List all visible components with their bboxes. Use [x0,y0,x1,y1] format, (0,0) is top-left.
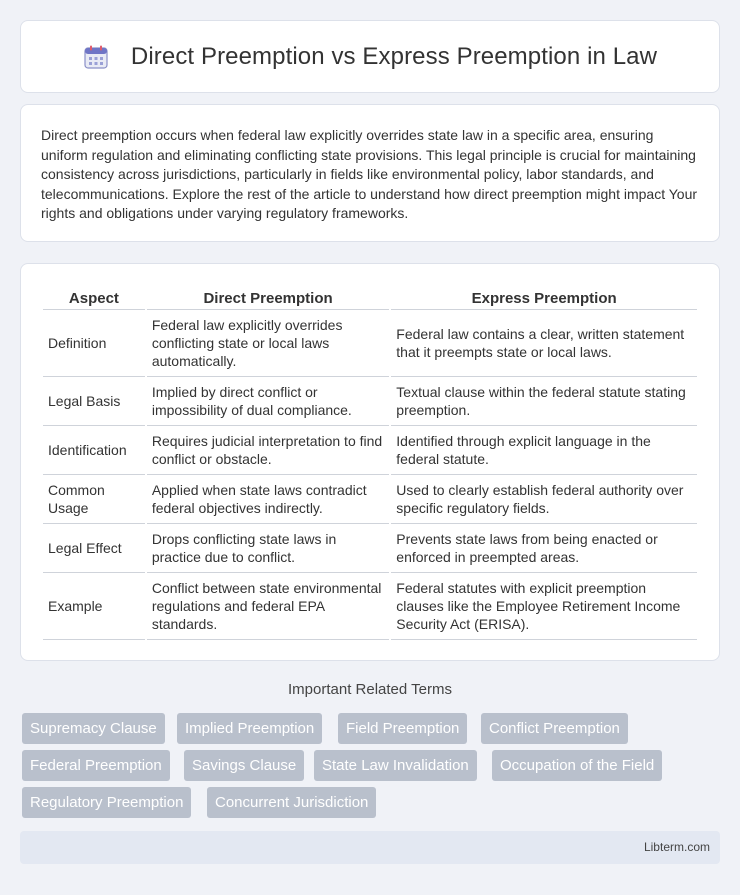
aspect-cell: Legal Basis [43,377,145,426]
table-row [43,310,697,377]
table-row [43,573,697,640]
tag-implied-preemption[interactable]: Implied Preemption [177,713,322,744]
footer [20,831,720,864]
tag-supremacy-clause[interactable]: Supremacy Clause [22,713,165,744]
aspect-cell: Common Usage [43,475,145,524]
direct-cell: Drops conflicting state laws in practice due to conflict. [147,524,389,573]
tag-occupation-of-the-field[interactable]: Occupation of the Field [492,750,662,781]
aspect-cell: Definition [43,310,145,377]
tag-state-law-invalidation[interactable]: State Law Invalidation [314,750,477,781]
direct-cell: Implied by direct conflict or impossibility of dual compliance. [147,377,389,426]
calendar-icon [83,44,109,70]
direct-cell: Requires judicial interpretation to find conflict or obstacle. [147,426,389,475]
table-row [43,475,697,524]
footer-site-link[interactable]: Libterm.com [643,840,710,854]
tag-federal-preemption[interactable]: Federal Preemption [22,750,170,781]
related-terms-title: Important Related Terms [288,681,452,698]
tag-concurrent-jurisdiction[interactable]: Concurrent Jurisdiction [207,787,376,818]
direct-cell: Conflict between state environmental regulations and federal EPA standards. [147,573,389,640]
title-card [20,20,720,93]
express-cell: Textual clause within the federal statute stating preemption. [391,377,697,426]
direct-cell: Federal law explicitly overrides conflicting state or local laws automatically. [147,310,389,377]
header-aspect: Aspect [43,286,145,310]
table-header-row [43,286,697,310]
page-title: Direct Preemption vs Express Preemption in Law [130,42,658,70]
express-cell: Federal law contains a clear, written statement that it preempts state or local laws. [391,310,697,377]
comparison-table [41,286,699,640]
direct-cell: Applied when state laws contradict federal objectives indirectly. [147,475,389,524]
aspect-cell: Identification [43,426,145,475]
express-cell: Identified through explicit language in the federal statute. [391,426,697,475]
header-direct-preemption: Direct Preemption [147,286,389,310]
tag-conflict-preemption[interactable]: Conflict Preemption [481,713,628,744]
table-row [43,524,697,573]
tag-savings-clause[interactable]: Savings Clause [184,750,304,781]
aspect-cell: Legal Effect [43,524,145,573]
aspect-cell: Example [43,573,145,640]
comparison-table-card [20,263,720,661]
table-row [43,426,697,475]
table-row [43,377,697,426]
express-cell: Federal statutes with explicit preemption clauses like the Employee Retirement Income Security Act (ERISA). [391,573,697,640]
intro-card [20,104,720,242]
express-cell: Prevents state laws from being enacted or enforced in preempted areas. [391,524,697,573]
express-cell: Used to clearly establish federal authority over specific regulatory fields. [391,475,697,524]
header-express-preemption: Express Preemption [391,286,697,310]
intro-paragraph: Direct preemption occurs when federal law explicitly overrides state law in a specific area, ensuring uniform regulation and eliminating conflicting state provisions. This legal principle is crucial for maintaining consistency across jurisdictions, particularly in fields like environmental policy, labor standards, and telecommunications. Explore the rest of the article to understand how direct preemption might impact Your rights and obligations under varying regulatory frameworks. [41,127,698,222]
tag-regulatory-preemption[interactable]: Regulatory Preemption [22,787,191,818]
tag-field-preemption[interactable]: Field Preemption [338,713,467,744]
